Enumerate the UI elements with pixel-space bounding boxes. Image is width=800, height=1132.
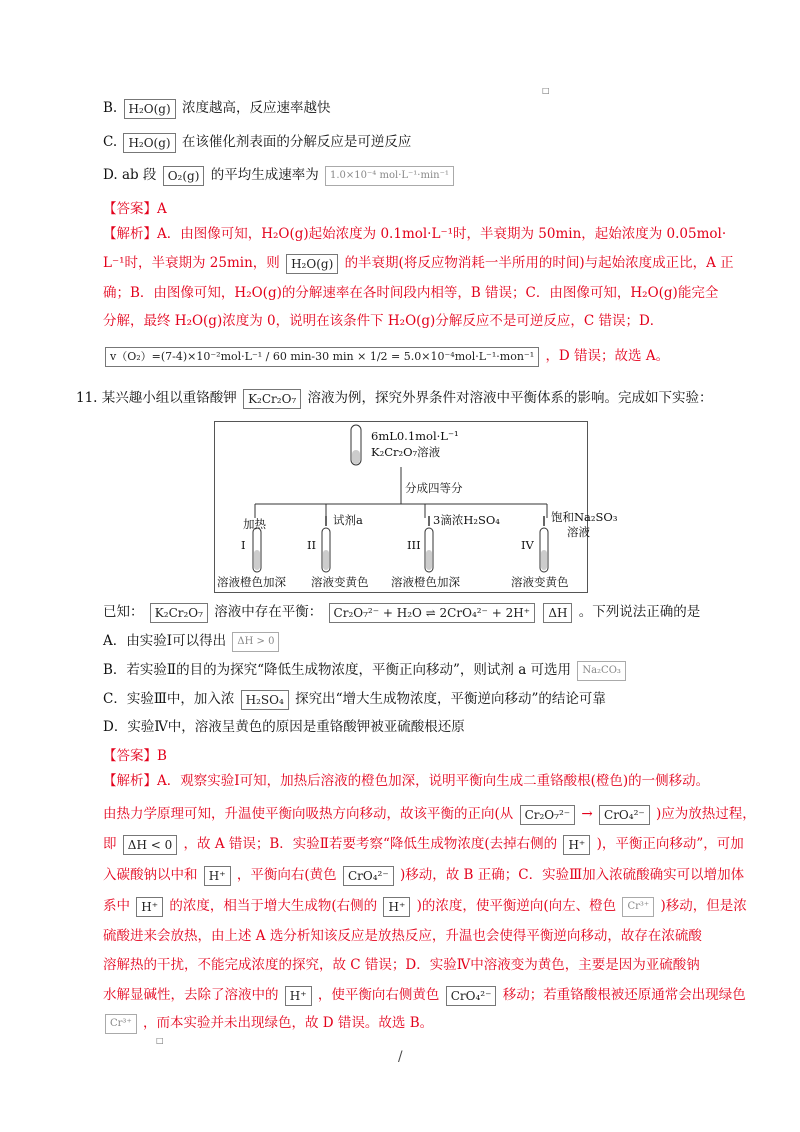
equilibrium-equation-box: Cr₂O₇²⁻ + H₂O ⇌ 2CrO₄²⁻ + 2H⁺ [329,603,535,623]
split-label: 分成四等分 [405,481,463,495]
tube-3-label: III [407,538,421,552]
condition-3-label: 3滴浓H₂SO₄ [433,513,500,527]
option-a: A．由实验Ⅰ可以得出 ΔH > 0 [103,630,281,652]
analysis-line: 【解析】A．观察实验Ⅰ可知，加热后溶液的橙色加深，说明平衡向生成二重铬酸根(橙色)的一侧移动。 [103,773,710,789]
option-c: C．实验Ⅲ中，加入浓 H₂SO₄ 探究出“增大生成物浓度，平衡逆向移动”的结论可靠 [103,688,606,710]
analysis-line: Cr³⁺ ，而本实验并未出现绿色，故 D 错误。故选 B。 [103,1012,433,1034]
analysis-line: 水解显碱性，去除了溶液中的 H⁺ ，使平衡向右侧黄色 CrO₄²⁻ 移动；若重铬酸根被还原通常会出现绿色 [103,984,746,1006]
condition-4-sub-label: 溶液 [567,525,590,539]
analysis-line: 分解，最终 H₂O(g)浓度为 0，说明在该条件下 H₂O(g)分解反应不是可逆反应，C 错误；D． [103,313,664,329]
formula-box: CrO₄²⁻ [599,805,650,825]
analysis-line: L⁻¹时，半衰期为 25min，则 H₂O(g) 的半衰期(将反应物消耗一半所用的时间)与起始浓度成正比，A 正 [103,252,734,274]
tube-2-label: II [307,538,317,552]
page-marker: / [398,1049,403,1065]
answer-label: 【答案】A [103,201,167,217]
formula-box: K₂Cr₂O₇ [243,389,301,409]
tube-1-label: I [241,538,246,552]
analysis-line: 【解析】A．由图像可知，H₂O(g)起始浓度为 0.1mol·L⁻¹时，半衰期为 50min，起始浓度为 0.05mol· [103,226,727,242]
formula-box: O₂(g) [163,166,205,186]
formula-box: CrO₄²⁻ [343,866,394,886]
option-b: B. H₂O(g) 浓度越高，反应速率越快 [103,97,330,119]
analysis-line: 入碳酸钠以中和 H⁺ ，平衡向右(黄色 CrO₄²⁻ )移动，故 B 正确；C．实验Ⅲ加入浓硫酸确实可以增加体 [103,864,744,886]
formula-box: ΔH > 0 [232,632,279,652]
question-11-stem: 11. 某兴趣小组以重铬酸钾 K₂Cr₂O₇ 溶液为例，探究外界条件对溶液中平衡体系的影响。完成如下实验： [76,387,713,409]
option-d: D．实验Ⅳ中，溶液呈黄色的原因是重铬酸钾被亚硫酸根还原 [103,719,465,735]
corner-mark: □ [542,86,550,95]
formula-box: H⁺ [204,866,231,886]
formula-box: H⁺ [136,897,163,917]
known-equilibrium: 已知： K₂Cr₂O₇ 溶液中存在平衡： Cr₂O₇²⁻ + H₂O ⇌ 2CrO₄²⁻ + 2H⁺ ΔH 。下列说法正确的是 [103,601,700,623]
analysis-line: 由热力学原理可知，升温使平衡向吸热方向移动，故该平衡的正向(从 Cr₂O₇²⁻ → CrO₄²⁻ )应为放热过程， [103,803,756,825]
formula-box: Cr₂O₇²⁻ [520,805,576,825]
result-1-label: 溶液橙色加深 [217,575,286,589]
option-d: D. ab 段 O₂(g) 的平均生成速率为 1.0×10⁻⁴ mol·L⁻¹·min⁻¹ [103,164,456,186]
formula-box: H₂O(g) [123,133,175,153]
source-solution [352,450,360,464]
formula-box: ΔH < 0 [123,835,177,855]
answer-label: 【答案】B [103,748,167,764]
analysis-line: 系中 H⁺ 的浓度，相当于增大生成物(右侧的 H⁺ )的浓度，使平衡逆向(向左、橙色 Cr³⁺ )移动，但是浓 [103,895,747,917]
tube-4-label: IV [521,538,534,552]
formula-box: H₂SO₄ [241,690,289,710]
formula-box: Cr³⁺ [622,897,654,917]
analysis-line: 即 ΔH < 0 ，故 A 错误；B．实验Ⅱ若要考察“降低生成物浓度(去掉右侧的 H⁺ )，平衡正向移动”，可加 [103,833,744,855]
option-c: C. H₂O(g) 在该催化剂表面的分解反应是可逆反应 [103,131,411,153]
enthalpy-box: ΔH [543,603,572,623]
source-solution-label: K₂Cr₂O₇溶液 [371,445,441,459]
result-2-label: 溶液变黄色 [311,575,369,589]
result-3-label: 溶液橙色加深 [391,575,460,589]
formula-box: Cr³⁺ [105,1014,137,1034]
option-b: B．若实验Ⅱ的目的为探究“降低生成物浓度，平衡正向移动”，则试剂 a 可选用 Na₂CO₃ [103,659,628,681]
source-concentration-label: 6mL0.1mol·L⁻¹ [371,429,459,443]
analysis-line: 确；B．由图像可知，H₂O(g)的分解速率在各时间段内相等，B 错误；C．由图像可知，H₂O(g)能完全 [103,285,719,301]
formula-box: H⁺ [563,835,590,855]
condition-1-label: 加热 [243,517,266,531]
formula-box: CrO₄²⁻ [446,986,497,1006]
analysis-line: 溶解热的干扰，不能完成浓度的探究，故 C 错误；D．实验Ⅳ中溶液变为黄色，主要是因为亚硫酸钠 [103,957,700,973]
formula-box: H₂O(g) [124,99,176,119]
condition-4-label: 饱和Na₂SO₃ [551,510,618,524]
formula-box: H⁺ [383,897,410,917]
formula-box: H⁺ [285,986,312,1006]
formula-box: K₂Cr₂O₇ [150,603,208,623]
corner-mark: □ [156,1036,164,1045]
rate-value-image: 1.0×10⁻⁴ mol·L⁻¹·min⁻¹ [325,166,454,186]
experiment-figure [214,421,618,593]
result-4-label: 溶液变黄色 [511,575,569,589]
analysis-line: 硫酸进来会放热，由上述 A 选分析知该反应是放热反应，升温也会使得平衡逆向移动，故存在浓硫酸 [103,928,702,944]
analysis-line: v（O₂）=(7-4)×10⁻²mol·L⁻¹ / 60 min-30 min × 1/2 = 5.0×10⁻⁴mol·L⁻¹·mon⁻¹ ，D 错误；故选 A。 [103,345,669,367]
formula-box: Na₂CO₃ [577,661,626,681]
rate-formula-box: v（O₂）=(7-4)×10⁻²mol·L⁻¹ / 60 min-30 min × 1/2 = 5.0×10⁻⁴mol·L⁻¹·mon⁻¹ [105,347,539,367]
condition-2-label: 试剂a [333,513,363,527]
formula-box: H₂O(g) [286,254,338,274]
